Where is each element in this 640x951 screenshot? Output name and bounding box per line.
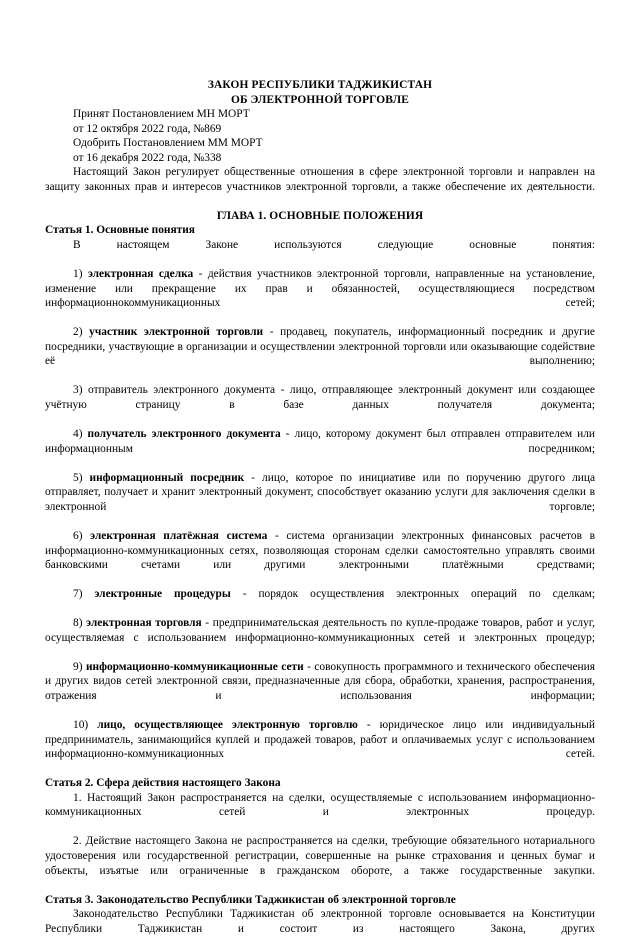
definition-text: - лицо, которому документ был отправлен отправителем или информационным посредником;	[45, 428, 595, 455]
definition-item	[45, 660, 595, 718]
definition-number: 7)	[73, 588, 83, 601]
definition-number: 6)	[73, 529, 83, 542]
definition-number: 10)	[73, 719, 89, 732]
definition-item	[45, 718, 595, 776]
article-2-heading: Статья 2. Сфера действия настоящего Закона	[45, 777, 281, 790]
article-2-paragraph: 1. Настоящий Закон распространяется на сделки, осуществляемые с использованием информационно-коммуникационных сетей и электронных процедур.	[45, 791, 595, 819]
definition-text: отправитель электронного документа - лицо, отправляющее электронный документ или создающее учётную страницу в базе данных получателя документа;	[45, 384, 595, 412]
document-body	[45, 78, 595, 951]
definition-number: 1)	[73, 268, 83, 281]
chapter-1-heading: ГЛАВА 1. ОСНОВНЫЕ ПОЛОЖЕНИЯ	[216, 209, 424, 222]
definition-text: - совокупность программного и технического обеспечения и других видов сетей электронной связи, предназначенные для сбора, обработки, хранения, распространения, отражения и использования информации;	[45, 660, 595, 702]
definition-number: 5)	[73, 471, 83, 484]
definition-term: электронная платёжная система	[90, 529, 268, 542]
definition-term: электронные процедуры	[94, 588, 231, 601]
definition-text: - предпринимательская деятельность по купле-продаже товаров, работ и услуг, осуществляемая с использованием информационно-коммуникационных сетей и электронных процедур;	[45, 617, 595, 644]
definition-number: 3)	[73, 384, 83, 397]
definition-item	[45, 427, 595, 471]
article-2-paragraph: 2. Действие настоящего Закона не распространяется на сделки, требующие обязательного нотариального удостоверения или государственной регистрации, совершенные на рынке страхования и ценных бумаг и объекты, изъятые или ограниченные в гражданском обороте, а также государственные закупки.	[45, 835, 595, 877]
article-1-intro: В настоящем Законе используются следующие основные понятия:	[73, 239, 595, 252]
definition-text: - лицо, которое по инициативе или по поручению другого лица отправляет, получает и хранит электронный документ, способствует оказанию услуги для заключения сделки в электронной торговле;	[45, 471, 595, 513]
definition-number: 8)	[73, 617, 83, 630]
definition-term: участник электронной торговли	[89, 326, 264, 339]
definition-term: информационно-коммуникационные сети	[85, 660, 304, 673]
definition-item	[45, 325, 595, 383]
definition-text: - система организации электронных финансовых расчетов в информационно-коммуникационных сетях, позволяющая сторонам сделки самостоятельно управлять своими банковскими счетами или другими электронными платёжными средствами;	[45, 529, 595, 572]
definition-term: лицо, осуществляющее электронную торговлю	[97, 719, 358, 732]
document-title-line-1: ЗАКОН РЕСПУБЛИКИ ТАДЖИКИСТАН	[207, 79, 433, 91]
definition-number: 2)	[73, 326, 83, 339]
definition-item	[45, 267, 595, 325]
definition-term: электронная торговля	[86, 617, 202, 630]
definition-text: - юридическое лицо или индивидуальный предприниматель, занимающийся куплей и продажей товаров, работ и оплачиваемых услуг с использованием информационно-коммуникационных сетей.	[45, 719, 595, 761]
definition-term: получатель электронного документа	[87, 428, 281, 441]
definition-item	[45, 471, 595, 529]
document-title-line-2: ОБ ЭЛЕКТРОННОЙ ТОРГОВЛЕ	[230, 93, 409, 106]
definition-text: - порядок осуществления электронных операций по сделкам;	[230, 588, 596, 601]
definition-text: - действия участников электронной торговли, направленные на установление, изменение или прекращение их прав и обязанностей, осуществляющиеся посредством информационнокоммуникационных сетей;	[45, 268, 595, 310]
definition-item	[45, 383, 595, 427]
article-1-heading: Статья 1. Основные понятия	[45, 224, 195, 237]
adoption-line-2: от 12 октября 2022 года, №869	[73, 122, 222, 135]
definition-term: информационный посредник	[89, 471, 245, 484]
definition-text: - продавец, покупатель, информационный посредник и другие посредники, участвующие в организации и осуществлении электронной торговли или оказывающие содействие её выполнению;	[45, 326, 595, 368]
article-3-paragraph: Законодательство Республики Таджикистан об электронной торговле основывается на Конституции Республики Таджикистан и состоит из настоящего Закона, других	[45, 908, 595, 935]
preamble-paragraph: Настоящий Закон регулирует общественные отношения в сфере электронной торговли и направлен на защиту законных прав и интересов участников электронной торговли, а также обеспечение их деятельности.	[45, 166, 595, 193]
adoption-line-3: Одобрить Постановлением ММ МОРТ	[73, 137, 263, 150]
definition-number: 9)	[73, 660, 83, 673]
definition-item	[45, 587, 595, 616]
definition-item	[45, 529, 595, 587]
definition-number: 4)	[73, 428, 83, 441]
article-3-heading: Статья 3. Законодательство Республики Таджикистан об электронной торговле	[45, 893, 456, 906]
definition-item	[45, 616, 595, 660]
definition-term: электронная сделка	[87, 268, 194, 281]
adoption-line-1: Принят Постановлением МН МОРТ	[73, 108, 250, 121]
adoption-line-4: от 16 декабря 2022 года, №338	[73, 151, 222, 164]
